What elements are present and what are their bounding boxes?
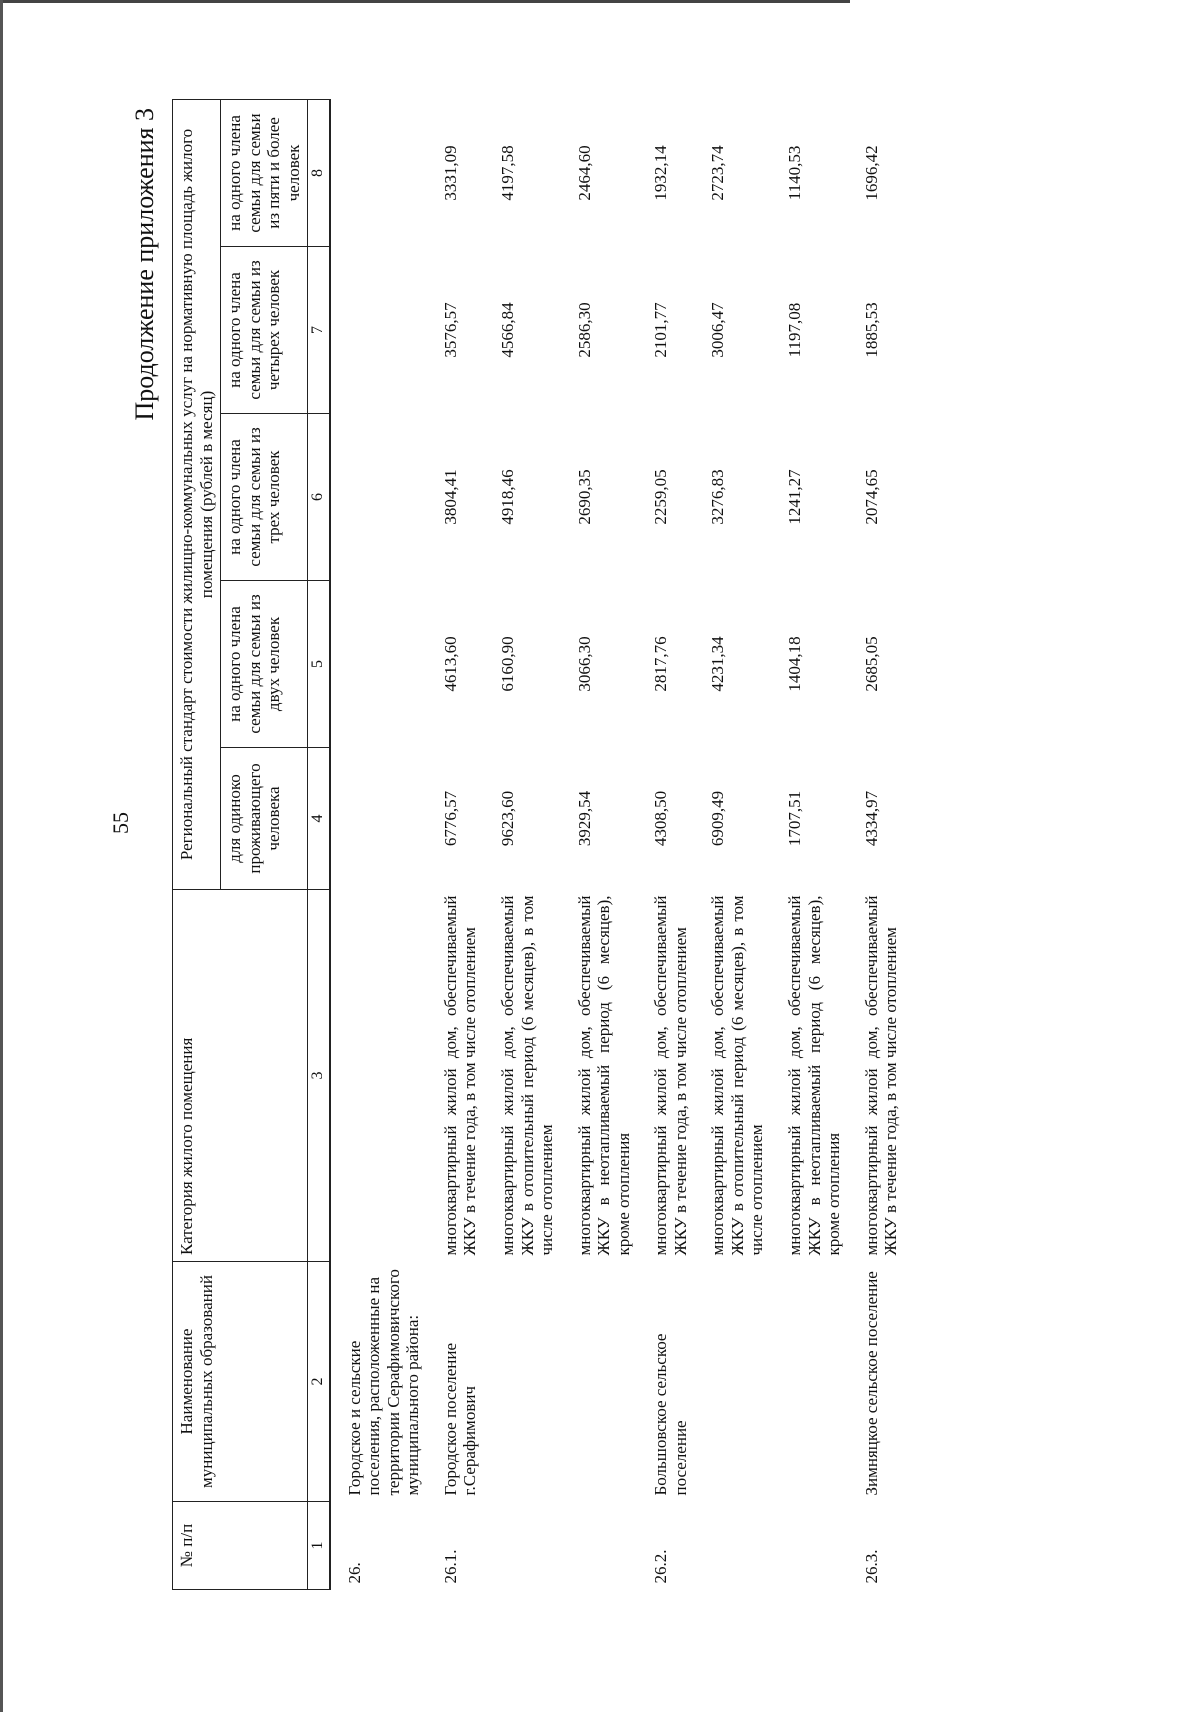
column-index: 2: [308, 1262, 330, 1502]
value-three: 2690,35: [574, 469, 594, 525]
table-row: [561, 99, 638, 1589]
header-col-no: № п/п: [173, 1502, 308, 1590]
table-row: [427, 99, 484, 1589]
housing-category: многоквартирный жилой дом, обеспечиваемый ЖКУ в неотапливаемый период (6 месяцев), кроме отопления: [574, 895, 633, 1256]
header-sub-single: для одиноко проживающего человека: [221, 748, 308, 890]
value-two: 4231,34: [708, 636, 728, 692]
page-number: 55: [108, 812, 133, 834]
value-five: 1696,42: [861, 145, 881, 201]
header-sub-five: на одного члена семьи для семьи из пяти и более человек: [221, 99, 308, 246]
value-single: 4334,97: [861, 790, 881, 847]
row-number: [484, 1502, 561, 1590]
header-sub-four: на одного члена семьи для семьи из четырех человек: [221, 247, 308, 414]
value-single: 9623,60: [497, 790, 517, 847]
value-four: 2586,30: [574, 302, 594, 358]
column-index: 1: [308, 1502, 330, 1590]
value-five: 4197,58: [497, 145, 517, 201]
housing-category: многоквартирный жилой дом, обеспечиваемый ЖКУ в течение года, в том числе отоплением: [440, 895, 480, 1256]
row-number: 26.3.: [861, 1549, 881, 1584]
municipality-name: [694, 1262, 771, 1502]
value-five: 2723,74: [708, 145, 728, 201]
scan-edge-top: [0, 0, 850, 3]
municipality-name: Большовское сельское поселение: [651, 1333, 690, 1496]
value-single: 3929,54: [574, 790, 594, 847]
value-single: 1707,51: [784, 790, 804, 847]
value-four: 2101,77: [651, 302, 671, 358]
row-number: [694, 1502, 771, 1590]
section-number: 26.: [344, 1562, 364, 1584]
table-row: [771, 99, 848, 1589]
header-col-category: Категория жилого помещения: [173, 890, 308, 1262]
municipality-name: [771, 1262, 848, 1502]
value-two: 2817,76: [651, 636, 671, 692]
standards-table: [172, 99, 905, 1590]
value-single: 6909,49: [708, 790, 728, 847]
value-four: 3006,47: [708, 302, 728, 358]
header-col-standard: Региональный стандарт стоимости жилищно-коммунальных услуг на нормативную площадь жилого помещения (рублей в месяц): [173, 99, 221, 889]
table-row: [694, 99, 771, 1589]
column-index: 4: [308, 748, 330, 890]
header-sub-two: на одного члена семьи для семьи из двух человек: [221, 581, 308, 748]
value-four: 1197,08: [784, 302, 804, 358]
housing-category: многоквартирный жилой дом, обеспечиваемый ЖКУ в течение года, в том числе отоплением: [651, 895, 690, 1256]
rotated-page: [130, 100, 1140, 1590]
column-index: 7: [308, 247, 330, 414]
municipality-name: [561, 1262, 638, 1502]
value-three: 3804,41: [440, 469, 460, 525]
value-two: 6160,90: [497, 636, 517, 692]
table-row: [484, 99, 561, 1589]
row-number: 26.1.: [440, 1549, 460, 1584]
table-row: [848, 99, 905, 1589]
value-three: 2074,65: [861, 469, 881, 525]
municipality-name: [484, 1262, 561, 1502]
section-row: [330, 99, 427, 1589]
housing-category: многоквартирный жилой дом, обеспечиваемый ЖКУ в неотапливаемый период (6 месяцев), кроме отопления: [784, 895, 844, 1256]
value-three: 3276,83: [708, 469, 728, 525]
scan-edge-left: [0, 0, 3, 1712]
value-two: 2685,05: [861, 636, 881, 692]
continuation-title: Продолжение приложения 3: [130, 108, 159, 421]
housing-category: многоквартирный жилой дом, обеспечиваемый ЖКУ в отопительный период (6 месяцев), в том числе отоплением: [497, 895, 557, 1256]
housing-category: многоквартирный жилой дом, обеспечиваемый ЖКУ в течение года, в том числе отоплением: [861, 895, 901, 1256]
table-row: [637, 99, 694, 1589]
value-single: 6776,57: [440, 790, 460, 847]
row-number: [771, 1502, 848, 1590]
value-three: 2259,05: [651, 469, 671, 525]
value-three: 1241,27: [784, 469, 804, 525]
housing-category: многоквартирный жилой дом, обеспечиваемый ЖКУ в отопительный период (6 месяцев), в том числе отоплением: [708, 895, 767, 1256]
value-four: 1885,53: [861, 302, 881, 358]
column-index: 6: [308, 414, 330, 581]
column-index: 8: [308, 99, 330, 246]
header-col-name: Наименование муниципальных образований: [173, 1262, 308, 1502]
value-five: 1140,53: [784, 145, 804, 201]
value-single: 4308,50: [651, 790, 671, 847]
value-five: 2464,60: [574, 145, 594, 201]
value-four: 3576,57: [440, 302, 460, 358]
section-name: Городское и сельские поселения, расположенные на территории Серафимовичского муниципального района:: [344, 1269, 423, 1496]
header-sub-three: на одного члена семьи для семьи из трех человек: [221, 414, 308, 581]
municipality-name: Зимняцкое сельское поселение: [861, 1271, 881, 1496]
value-five: 1932,14: [651, 145, 671, 201]
value-two: 4613,60: [440, 636, 460, 692]
column-index: 5: [308, 581, 330, 748]
row-number: 26.2.: [651, 1549, 671, 1584]
value-five: 3331,09: [440, 145, 460, 201]
row-number: [561, 1502, 638, 1590]
value-three: 4918,46: [497, 469, 517, 525]
value-four: 4566,84: [497, 302, 517, 358]
column-index-row: [308, 99, 330, 1589]
value-two: 1404,18: [784, 636, 804, 692]
value-two: 3066,30: [574, 636, 594, 692]
column-index: 3: [308, 890, 330, 1262]
municipality-name: Городское поселение г.Серафимович: [440, 1342, 480, 1496]
